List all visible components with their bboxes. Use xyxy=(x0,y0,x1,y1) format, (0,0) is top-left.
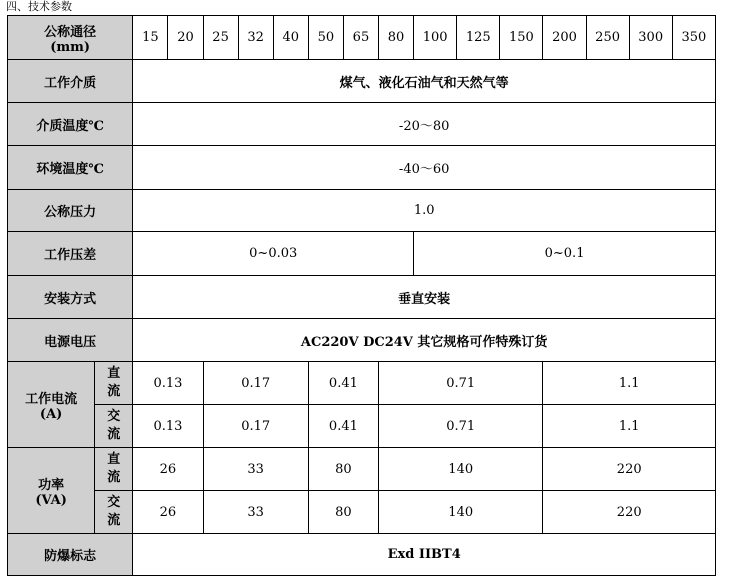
power-ac-value: 26 xyxy=(133,491,203,534)
dn-cell: 125 xyxy=(457,16,500,60)
current-ac-value: 1.1 xyxy=(543,405,716,448)
dn-cell: 40 xyxy=(273,16,308,60)
current-ac-value: 0.41 xyxy=(308,405,378,448)
power-dc-label xyxy=(95,448,133,491)
dn-cell: 50 xyxy=(308,16,343,60)
nominal-diameter-label xyxy=(8,16,133,60)
explosion-value: Exd IIBT4 xyxy=(133,534,716,576)
section-caption: 四、技术参数 xyxy=(6,0,72,13)
dn-cell: 250 xyxy=(586,16,629,60)
power-ac-label xyxy=(95,491,133,534)
voltage-label: 电源电压 xyxy=(8,319,133,362)
medium-label: 工作介质 xyxy=(8,60,133,103)
current-ac-text: 交流 xyxy=(107,409,121,442)
ambient-temp-value: -40～60 xyxy=(133,146,716,190)
table-row xyxy=(8,232,716,276)
dn-cell: 150 xyxy=(500,16,543,60)
power-ac-value: 80 xyxy=(308,491,378,534)
table-row xyxy=(8,491,716,534)
pressure-diff-value-a: 0~0.03 xyxy=(133,232,414,276)
table-row xyxy=(8,103,716,146)
power-dc-value: 220 xyxy=(543,448,716,491)
pressure-diff-value-b: 0~0.1 xyxy=(414,232,716,276)
power-unit: (VA) xyxy=(35,492,67,508)
nominal-pressure-label: 公称压力 xyxy=(8,190,133,232)
table-row xyxy=(8,60,716,103)
medium-value: 煤气、液化石油气和天然气等 xyxy=(133,60,716,103)
pressure-diff-label: 工作压差 xyxy=(8,232,133,276)
nominal-diameter-unit: (mm) xyxy=(50,39,91,55)
table-row xyxy=(8,276,716,319)
explosion-label: 防爆标志 xyxy=(8,534,133,576)
current-ac-value: 0.71 xyxy=(379,405,543,448)
dn-cell: 200 xyxy=(543,16,586,60)
current-title: 工作电流 xyxy=(25,391,78,407)
current-dc-value: 0.71 xyxy=(379,362,543,405)
dn-cell: 80 xyxy=(379,16,414,60)
technical-parameters-table xyxy=(7,15,716,576)
nominal-diameter-title: 公称通径 xyxy=(44,24,97,40)
current-unit: (A) xyxy=(39,406,63,422)
current-ac-value: 0.13 xyxy=(133,405,203,448)
table-row xyxy=(8,448,716,491)
table-row xyxy=(8,190,716,232)
current-dc-value: 0.41 xyxy=(308,362,378,405)
table-row xyxy=(8,146,716,190)
table-row xyxy=(8,405,716,448)
power-ac-value: 220 xyxy=(543,491,716,534)
ambient-temp-label: 环境温度℃ xyxy=(8,146,133,190)
install-value: 垂直安装 xyxy=(133,276,716,319)
current-ac-label xyxy=(95,405,133,448)
current-dc-text: 直流 xyxy=(107,366,121,399)
power-title: 功率 xyxy=(38,477,65,493)
current-dc-value: 0.13 xyxy=(133,362,203,405)
power-dc-value: 80 xyxy=(308,448,378,491)
current-ac-value: 0.17 xyxy=(203,405,308,448)
current-dc-value: 0.17 xyxy=(203,362,308,405)
dn-cell: 25 xyxy=(203,16,238,60)
medium-temp-label: 介质温度℃ xyxy=(8,103,133,146)
current-dc-value: 1.1 xyxy=(543,362,716,405)
power-dc-value: 140 xyxy=(379,448,543,491)
table-row xyxy=(8,362,716,405)
medium-temp-value: -20～80 xyxy=(133,103,716,146)
dn-cell: 20 xyxy=(168,16,203,60)
table-row xyxy=(8,534,716,576)
dn-cell: 100 xyxy=(414,16,457,60)
table-row xyxy=(8,319,716,362)
dn-cell: 65 xyxy=(343,16,378,60)
power-ac-value: 140 xyxy=(379,491,543,534)
table-row xyxy=(8,16,716,60)
voltage-value: AC220V DC24V 其它规格可作特殊订货 xyxy=(133,319,716,362)
dn-cell: 300 xyxy=(629,16,672,60)
dn-cell: 15 xyxy=(133,16,168,60)
current-label xyxy=(8,362,95,448)
power-label xyxy=(8,448,95,534)
install-label: 安装方式 xyxy=(8,276,133,319)
current-dc-label xyxy=(95,362,133,405)
power-dc-text: 直流 xyxy=(107,452,121,485)
nominal-pressure-value: 1.0 xyxy=(133,190,716,232)
dn-cell: 350 xyxy=(672,16,715,60)
power-ac-value: 33 xyxy=(203,491,308,534)
power-ac-text: 交流 xyxy=(107,495,121,528)
power-dc-value: 33 xyxy=(203,448,308,491)
dn-cell: 32 xyxy=(238,16,273,60)
power-dc-value: 26 xyxy=(133,448,203,491)
